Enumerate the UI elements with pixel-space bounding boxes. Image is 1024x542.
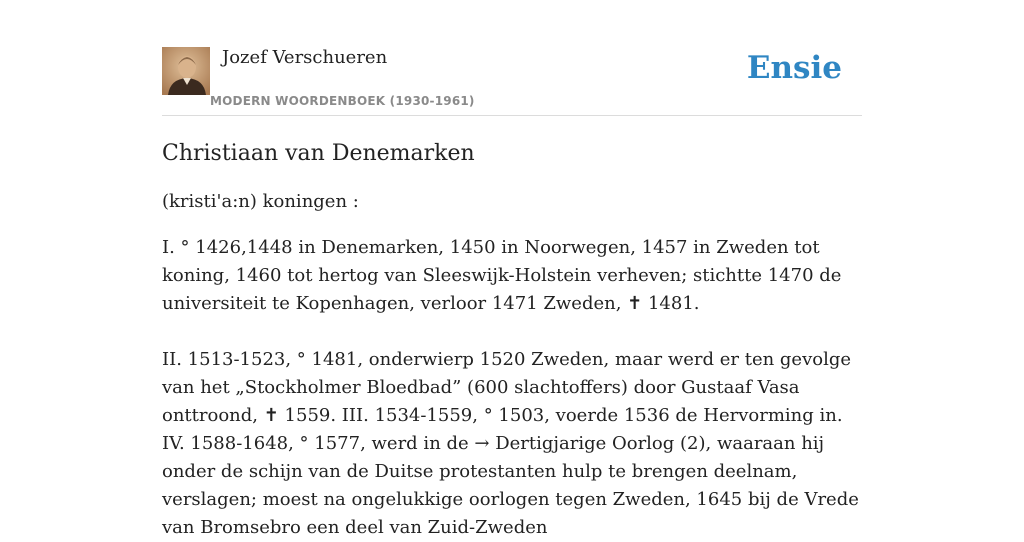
article-header [162,40,862,116]
article-paragraph: II. 1513-1523, ° 1481, onderwierp 1520 Zweden, maar werd er ten gevolge van het „Stockholmer Bloedbad” (600 slachtoffers) door Gustaaf Vasa onttroond, ✝ 1559. III. 1534-1559, ° 1503, voerde 1536 de Hervorming in. IV. 1588-1648, ° 1577, werd in de → Dertigjarige Oorlog (2), waaraan hij onder de schijn van de Duitse protestanten hulp te brengen deelnam, verslagen; moest na ongelukkige oorlogen tegen Zweden, 1645 bij de Vrede van Bromsebro een deel van Zuid-Zweden [162,349,859,538]
author-name[interactable]: Jozef Verschueren [222,47,388,68]
author-avatar[interactable] [162,47,210,95]
article-pronunciation: (kristi'a:n) koningen : [162,191,359,212]
source-label[interactable]: MODERN WOORDENBOEK (1930-1961) [210,94,475,108]
header-divider [162,115,862,116]
article-content [162,138,862,542]
author-portrait-image [162,47,210,95]
article-title: Christiaan van Denemarken [162,141,475,166]
ensie-logo[interactable]: Ensie [746,50,842,86]
article-paragraph: I. ° 1426,1448 in Denemarken, 1450 in Noorwegen, 1457 in Zweden tot koning, 1460 tot hertog van Sleeswijk-Holstein verheven; stichtte 1470 de universiteit te Kopenhagen, verloor 1471 Zweden, ✝ 1481. [162,237,842,314]
